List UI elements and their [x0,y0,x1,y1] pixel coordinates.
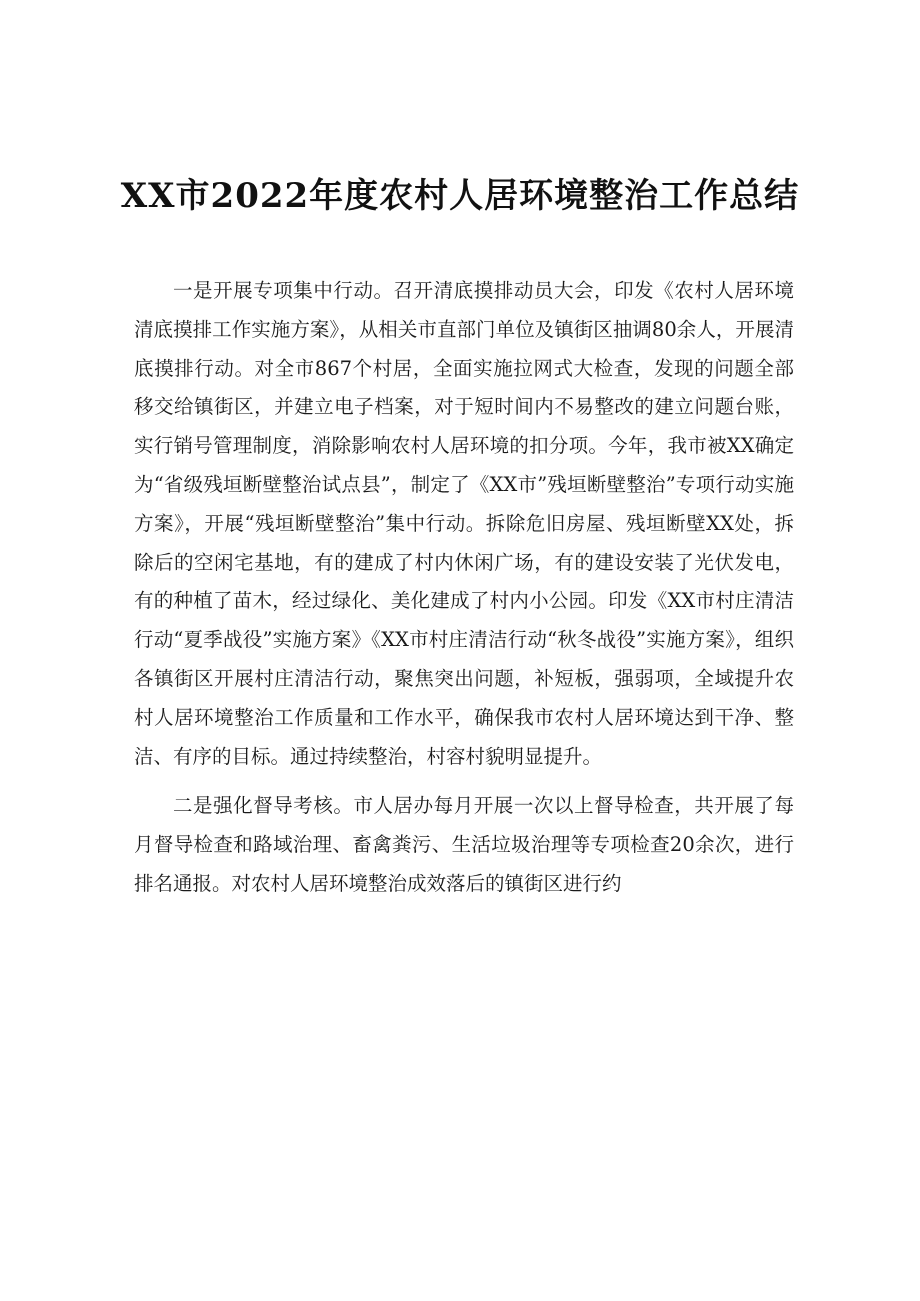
document-title: XX市2022年度农村人居环境整治工作总结 [120,176,800,216]
paragraph-supervision: 二是强化督导考核。市人居办每月开展一次以上督导检查，共开展了每月督导检查和路域治理、畜禽粪污、生活垃圾治理等专项检查20余次，进行排名通报。对农村人居环境整治成效落后的镇街区进行约 [134,794,794,895]
paragraph-special-action: 一是开展专项集中行动。召开清底摸排动员大会，印发《农村人居环境清底摸排工作实施方案》，从相关市直部门单位及镇街区抽调80余人，开展清底摸排行动。对全市867个村居，全面实施拉网式大检查，发现的问题全部移交给镇街区，并建立电子档案，对于短时间内不易整改的建立问题台账，实行销号管理制度，消除影响农村人居环境的扣分项。今年，我市被XX确定为“省级残垣断壁整治试点县”，制定了《XX市”残垣断壁整治”专项行动实施方案》，开展“残垣断壁整治”集中行动。拆除危旧房屋、残垣断壁XX处，拆除后的空闲宅基地，有的建成了村内休闲广场，有的建设安装了光伏发电，有的种植了苗木，经过绿化、美化建成了村内小公园。印发《XX市村庄清洁行动“夏季战役”实施方案》《XX市村庄清洁行动“秋冬战役”实施方案》，组织各镇街区开展村庄清洁行动，聚焦突出问题，补短板，强弱项，全域提升农村人居环境整治工作质量和工作水平，确保我市农村人居环境达到干净、整洁、有序的目标。通过持续整治，村容村貌明显提升。 [134,279,794,768]
document-body [134,272,794,904]
